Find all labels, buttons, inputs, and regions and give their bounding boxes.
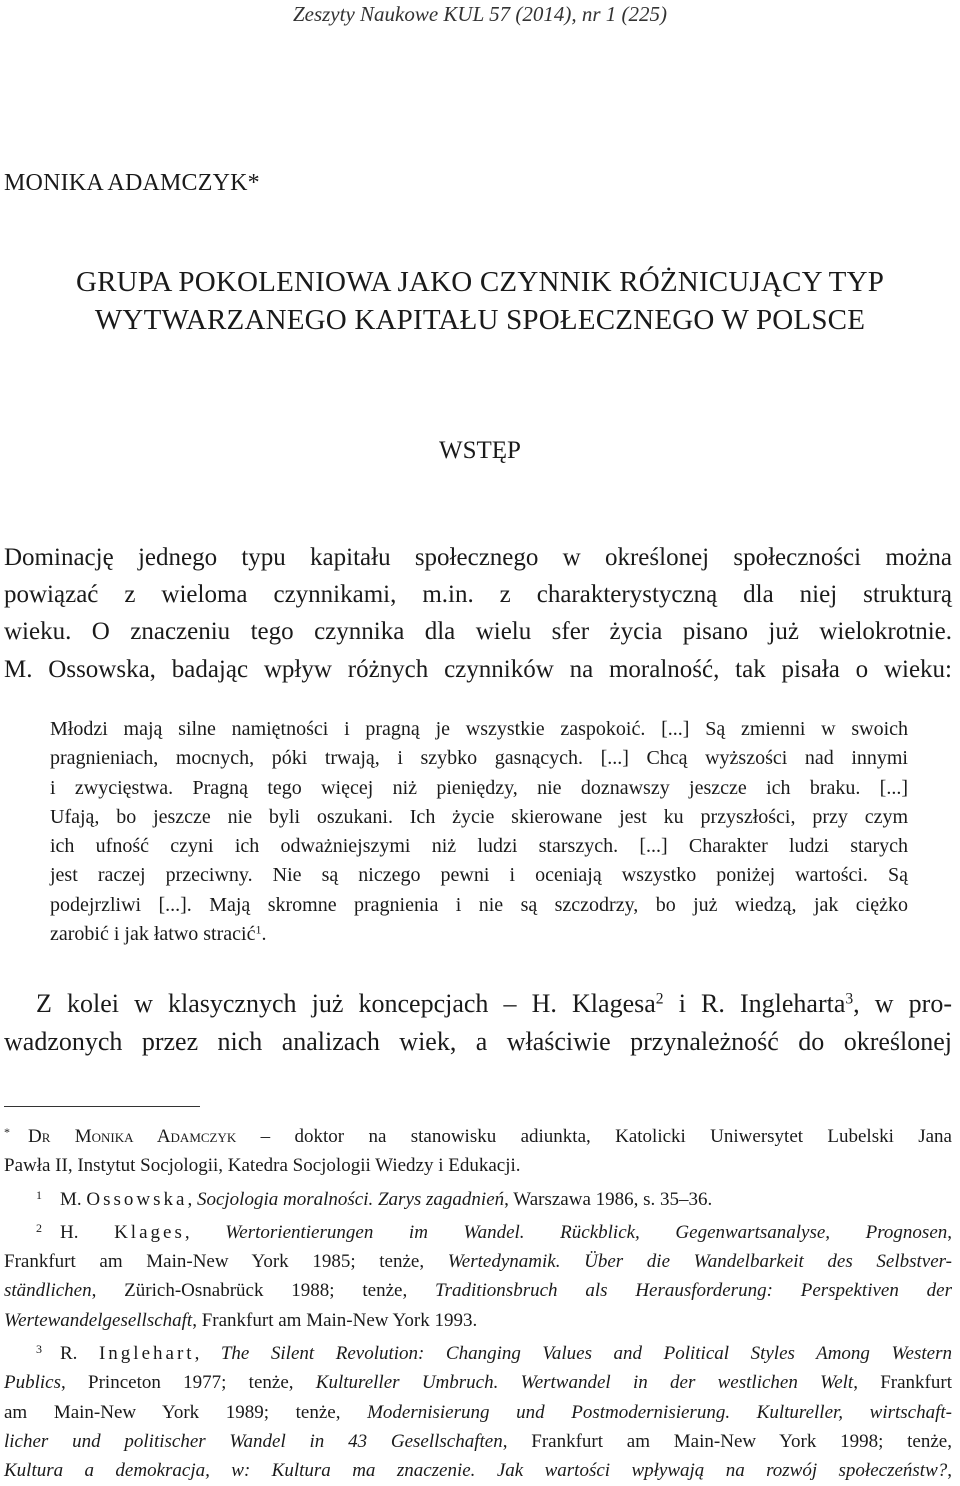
footnote-marker: 1 xyxy=(36,1187,42,1202)
text-span: , xyxy=(947,1221,952,1243)
quote-line xyxy=(50,920,908,949)
footnote-ref-1[interactable]: 1 xyxy=(255,922,262,937)
cited-title: The Silent Revolution: Changing Values and Political Styles Among Western xyxy=(220,1343,952,1365)
text-span: , Frankfurt am Main-New York 1998; tenże, xyxy=(502,1430,952,1452)
footnotes xyxy=(4,1118,952,1486)
text-line xyxy=(4,985,952,1023)
running-head: Zeszyty Naukowe KUL 57 (2014), nr 1 (225) xyxy=(292,2,668,26)
text-span: , Zürich-Osnabrück 1988; tenże, xyxy=(91,1280,436,1302)
footnote-marker: 2 xyxy=(36,1220,42,1235)
text-line: wadzonych przez nich analizach wiek, a właściwie przynależność do określonej xyxy=(4,1027,952,1056)
cited-title: Wertorientierungen im Wandel. Rückblick, Gegenwartsanalyse, Prognosen xyxy=(225,1221,948,1243)
quote-line: jest raczej przeciwny. Nie są niczego pewni i oceniają wszystko poniżej wartości. Są xyxy=(50,864,908,887)
footnote-line xyxy=(4,1368,952,1397)
footnote-marker: * xyxy=(4,1125,10,1139)
paragraph-1 xyxy=(4,539,952,688)
author-name: MONIKA ADAMCZYK* xyxy=(4,170,260,196)
title-line-1: GRUPA POKOLENIOWA JAKO CZYNNIK RÓŻNICUJĄCY TYP xyxy=(75,266,885,298)
quote-line: pragnieniach, mocnych, póki trwają, i szybko gasnących. [...] Chcą wyższości nad innymi xyxy=(50,747,908,770)
cited-title: Wertedynamik. Über die Wandelbarkeit des Selbstver- xyxy=(447,1251,952,1273)
cited-title: Wertewandelgesellschaft xyxy=(4,1309,193,1331)
text-span: M. xyxy=(60,1188,87,1210)
text-span: am Main-New York 1989; tenże, xyxy=(4,1401,368,1423)
text-span: , Warszawa 1986, s. 35–36. xyxy=(504,1188,713,1210)
quote-last-punct: . xyxy=(261,923,267,946)
cited-author: Klages xyxy=(114,1221,185,1243)
cited-author: Ossowska xyxy=(86,1188,188,1210)
footnote-2: $^2$ H. Klages, Wertorientierungen im Wandel. Rückblick, Gegenwartsanalyse, Prognosen, xyxy=(36,1220,952,1243)
footnote-ref-3[interactable]: 3 xyxy=(845,990,854,1008)
footnote-marker: 3 xyxy=(36,1342,42,1357)
footnote-3: $^3$ R. Inglehart, The Silent Revolution: Changing Values and Political Styles Among Western xyxy=(36,1342,952,1365)
text-span: R. xyxy=(60,1343,99,1365)
text-span: i R. Ingleharta xyxy=(663,989,846,1018)
text-span: , Frankfurt xyxy=(853,1372,952,1394)
quote-line: ich ufność czyni ich odważniejszymi niż ludzi starszych. [...] Charakter ludzi starych xyxy=(50,835,908,858)
cited-title: Traditionsbruch als Herausforderung: Perspektiven der xyxy=(435,1280,952,1302)
cited-title: Modernisierung und Postmodernisierung. Kultureller, wirtschaft- xyxy=(367,1401,952,1423)
text-line: powiązać z wieloma czynnikami, m.in. z charakterystyczną dla niej strukturą xyxy=(4,581,952,609)
footnote-line xyxy=(4,1456,952,1485)
text-span: , Princeton 1977; tenże, xyxy=(61,1372,316,1394)
cited-title: licher und politischer Wandel in 43 Gesellschaften xyxy=(4,1430,503,1452)
paragraph-2 xyxy=(4,985,952,1061)
article-title xyxy=(0,263,960,339)
quote-line: podejrzliwi [...]. Mają skromne pragnienia i nie są szczodrzy, bo już wiedzą, jak ciężko xyxy=(50,893,908,916)
footnote-line: Pawła II, Instytut Socjologii, Katedra Socjologii Wiedzy i Edukacji. xyxy=(4,1155,521,1177)
cited-title: ständlichen xyxy=(4,1280,92,1302)
footnote-line xyxy=(4,1247,952,1276)
footnote-author xyxy=(4,1118,952,1151)
text-line: wieku. O znaczeniu tego czynnika dla wielu sfer życia pisano już wielokrotnie. xyxy=(4,618,952,646)
footnote-separator xyxy=(4,1106,200,1107)
text-span: – doktor na stanowisku adiunkta, Katolicki Uniwersytet Lubelski Jana xyxy=(236,1126,952,1147)
quote-line: Ufają, bo jeszcze nie byli oszukani. Ich życie skierowane jest ku przyszłości, przy czym xyxy=(50,805,908,828)
text-line: M. Ossowska, badając wpływ różnych czynników na moralność, tak pisała o wieku: xyxy=(4,655,952,683)
title-line-2: WYTWARZANEGO KAPITAŁU SPOŁECZNEGO W POLSCE xyxy=(94,304,866,336)
footnote-line xyxy=(4,1398,952,1427)
quote-last-text: zarobić i jak łatwo stracić xyxy=(50,923,256,946)
cited-title: Kultura a demokracja, w: Kultura ma znaczenie. Jak wartości wpływają na rozwój społeczeństw? xyxy=(4,1460,948,1482)
text-line: Dominację jednego typu kapitału społecznego w określonej społeczności można xyxy=(4,544,952,571)
footnote-line xyxy=(4,1276,952,1305)
text-span: H. xyxy=(60,1221,115,1243)
quote-line: Młodzi mają silne namiętności i pragną je wszystkie zaspokoić. [...] Są zmienni w swoich xyxy=(50,718,908,740)
text-span: , xyxy=(947,1460,952,1482)
block-quote xyxy=(50,715,908,949)
footnote-1: $^1$ M. Ossowska, Socjologia moralności. Zarys zagadnień, Warszawa 1986, s. 35–36. xyxy=(36,1187,713,1210)
footnote-ref-2[interactable]: 2 xyxy=(655,990,664,1008)
text-span: Z kolei w klasycznych już koncepcjach – H. Klagesa xyxy=(36,989,656,1018)
cited-title: Publics xyxy=(4,1372,61,1394)
text-span: , w pro- xyxy=(853,989,952,1018)
footnote-line xyxy=(4,1306,952,1335)
cited-title: Kultureller Umbruch. Wertwandel in der westlichen Welt xyxy=(315,1372,854,1394)
cited-title: Socjologia moralności. Zarys zagadnień xyxy=(196,1188,505,1210)
text-span: , Frankfurt am Main-New York 1993. xyxy=(192,1309,478,1331)
text-span: Frankfurt am Main-New York 1985; tenże, xyxy=(4,1251,448,1273)
author-name-smallcaps: Dr Monika Adamczyk xyxy=(28,1126,237,1147)
section-heading: WSTĘP xyxy=(439,437,521,464)
footnote-line xyxy=(4,1427,952,1456)
quote-line: i zwycięstwa. Pragną tego więcej niż pieniędzy, nie doznawszy jeszcze ich braku. [...] xyxy=(50,776,908,799)
cited-author: Inglehart xyxy=(98,1343,195,1365)
